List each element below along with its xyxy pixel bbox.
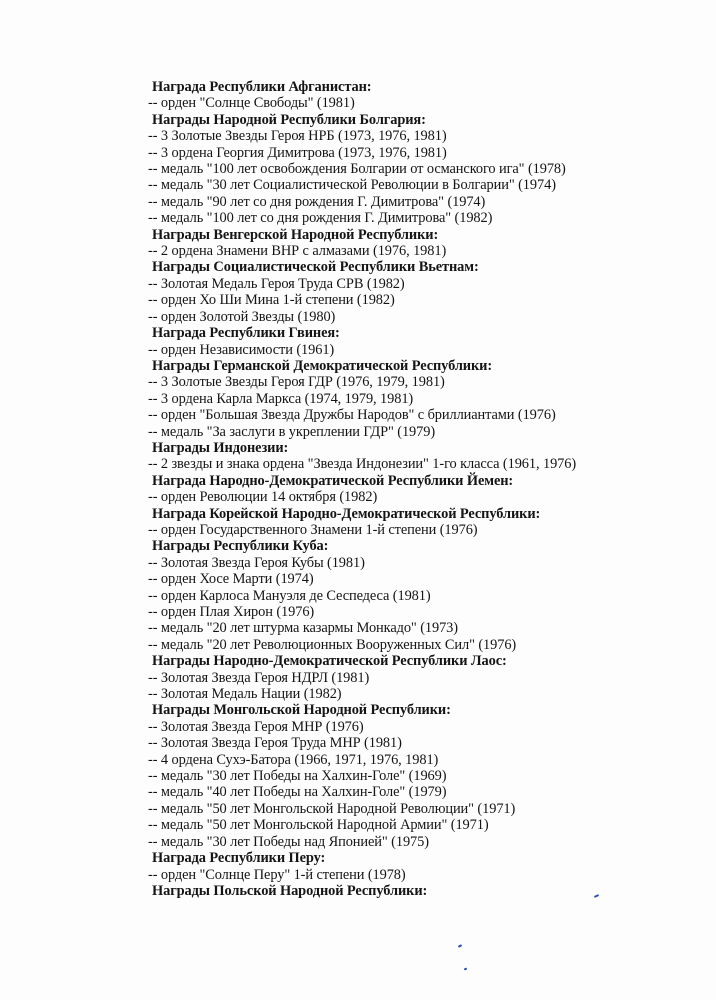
award-section xyxy=(148,473,708,506)
section-heading: Награды Социалистической Республики Вьетнам: xyxy=(152,259,479,276)
section-heading: Награда Народно-Демократической Республики Йемен: xyxy=(152,472,514,489)
award-section xyxy=(148,79,708,112)
award-section xyxy=(148,850,708,883)
award-item: -- медаль "30 лет Победы над Японией" (1975) xyxy=(148,833,429,850)
section-heading: Награда Корейской Народно-Демократической Республики: xyxy=(152,505,541,522)
scan-mark xyxy=(458,944,462,948)
section-heading: Награда Республики Афганистан: xyxy=(152,79,372,95)
award-item: -- Золотая Звезда Героя Труда МНР (1981) xyxy=(148,735,402,752)
award-item: -- медаль "50 лет Монгольской Народной Армии" (1971) xyxy=(148,817,489,834)
award-item: -- медаль "50 лет Монгольской Народной Революции" (1971) xyxy=(148,800,516,817)
award-section xyxy=(148,325,708,358)
award-item: -- медаль "30 лет Победы на Халхин-Голе" (1969) xyxy=(148,768,447,785)
awards-list xyxy=(148,79,708,899)
section-heading: Награды Народной Республики Болгария: xyxy=(152,111,426,128)
award-section xyxy=(148,883,708,899)
award-item: -- Золотая Медаль Нации (1982) xyxy=(148,686,342,703)
scan-mark xyxy=(464,967,468,970)
section-heading: Награды Республики Куба: xyxy=(152,538,329,555)
award-item: -- Золотая Звезда Героя НДРЛ (1981) xyxy=(148,669,370,686)
award-item: -- медаль "40 лет Победы на Халхин-Голе" (1979) xyxy=(148,784,447,801)
award-section xyxy=(148,112,708,227)
award-item: -- 4 ордена Сухэ-Батора (1966, 1971, 1976, 1981) xyxy=(148,751,439,768)
section-heading: Награда Республики Гвинея: xyxy=(152,325,340,342)
award-item: -- медаль "100 лет освобождения Болгарии от османского ига" (1978) xyxy=(148,161,566,178)
award-item: -- медаль "20 лет Революционных Вооруженных Сил" (1976) xyxy=(148,636,517,653)
award-item: -- орден Плая Хирон (1976) xyxy=(148,604,315,620)
award-section xyxy=(148,227,708,260)
award-item: -- орден "Большая Звезда Дружбы Народов" с бриллиантами (1976) xyxy=(148,407,556,424)
section-heading: Награда Республики Перу: xyxy=(152,850,326,867)
award-item: -- 3 Золотые Звезды Героя НРБ (1973, 1976, 1981) xyxy=(148,128,447,145)
award-item: -- Золотая Звезда Героя Кубы (1981) xyxy=(148,554,365,571)
award-item: -- орден Хосе Марти (1974) xyxy=(148,571,314,588)
award-item: -- орден Хо Ши Мина 1-й степени (1982) xyxy=(148,292,395,309)
award-item: -- орден Революции 14 октября (1982) xyxy=(148,489,378,506)
award-item: -- орден "Солнце Перу" 1-й степени (1978) xyxy=(148,866,406,883)
award-item: -- орден Золотой Звезды (1980) xyxy=(148,308,336,325)
award-item: -- медаль "100 лет со дня рождения Г. Димитрова" (1982) xyxy=(148,210,493,227)
award-section xyxy=(148,702,708,850)
award-item: -- орден Государственного Знамени 1-й степени (1976) xyxy=(148,521,478,538)
award-section xyxy=(148,653,708,702)
award-item: -- орден "Солнце Свободы" (1981) xyxy=(148,95,355,112)
section-heading: Награды Монгольской Народной Республики: xyxy=(152,702,451,719)
award-item: -- 3 ордена Карла Маркса (1974, 1979, 1981) xyxy=(148,390,414,407)
award-section xyxy=(148,259,708,325)
award-section xyxy=(148,538,708,653)
award-item: -- орден Карлоса Мануэля де Сеспедеса (1981) xyxy=(148,587,431,604)
award-section xyxy=(148,440,708,473)
award-item: -- 2 ордена Знамени ВНР с алмазами (1976, 1981) xyxy=(148,243,447,260)
award-section xyxy=(148,358,708,440)
section-heading: Награды Индонезии: xyxy=(152,439,289,456)
award-section xyxy=(148,506,708,539)
award-item: -- 3 Золотые Звезды Героя ГДР (1976, 1979, 1981) xyxy=(148,374,445,391)
award-item: -- 3 ордена Георгия Димитрова (1973, 1976, 1981) xyxy=(148,144,447,161)
award-item: -- 2 звезды и знака ордена "Звезда Индонезии" 1-го класса (1961, 1976) xyxy=(148,456,577,473)
award-item: -- Золотая Звезда Героя МНР (1976) xyxy=(148,718,364,735)
award-item: -- медаль "За заслуги в укреплении ГДР" (1979) xyxy=(148,423,436,440)
section-heading: Награды Народно-Демократической Республики Лаос: xyxy=(152,653,507,670)
section-heading: Награды Германской Демократической Республики: xyxy=(152,357,493,374)
award-item: -- Золотая Медаль Героя Труда СРВ (1982) xyxy=(148,275,405,292)
award-item: -- медаль "20 лет штурма казармы Монкадо" (1973) xyxy=(148,620,458,637)
section-heading: Награды Венгерской Народной Республики: xyxy=(152,226,439,243)
award-item: -- медаль "90 лет со дня рождения Г. Димитрова" (1974) xyxy=(148,193,486,210)
award-item: -- медаль "30 лет Социалистической Революции в Болгарии" (1974) xyxy=(148,177,556,194)
award-item: -- орден Независимости (1961) xyxy=(148,341,335,358)
section-heading: Награды Польской Народной Республики: xyxy=(152,882,428,899)
